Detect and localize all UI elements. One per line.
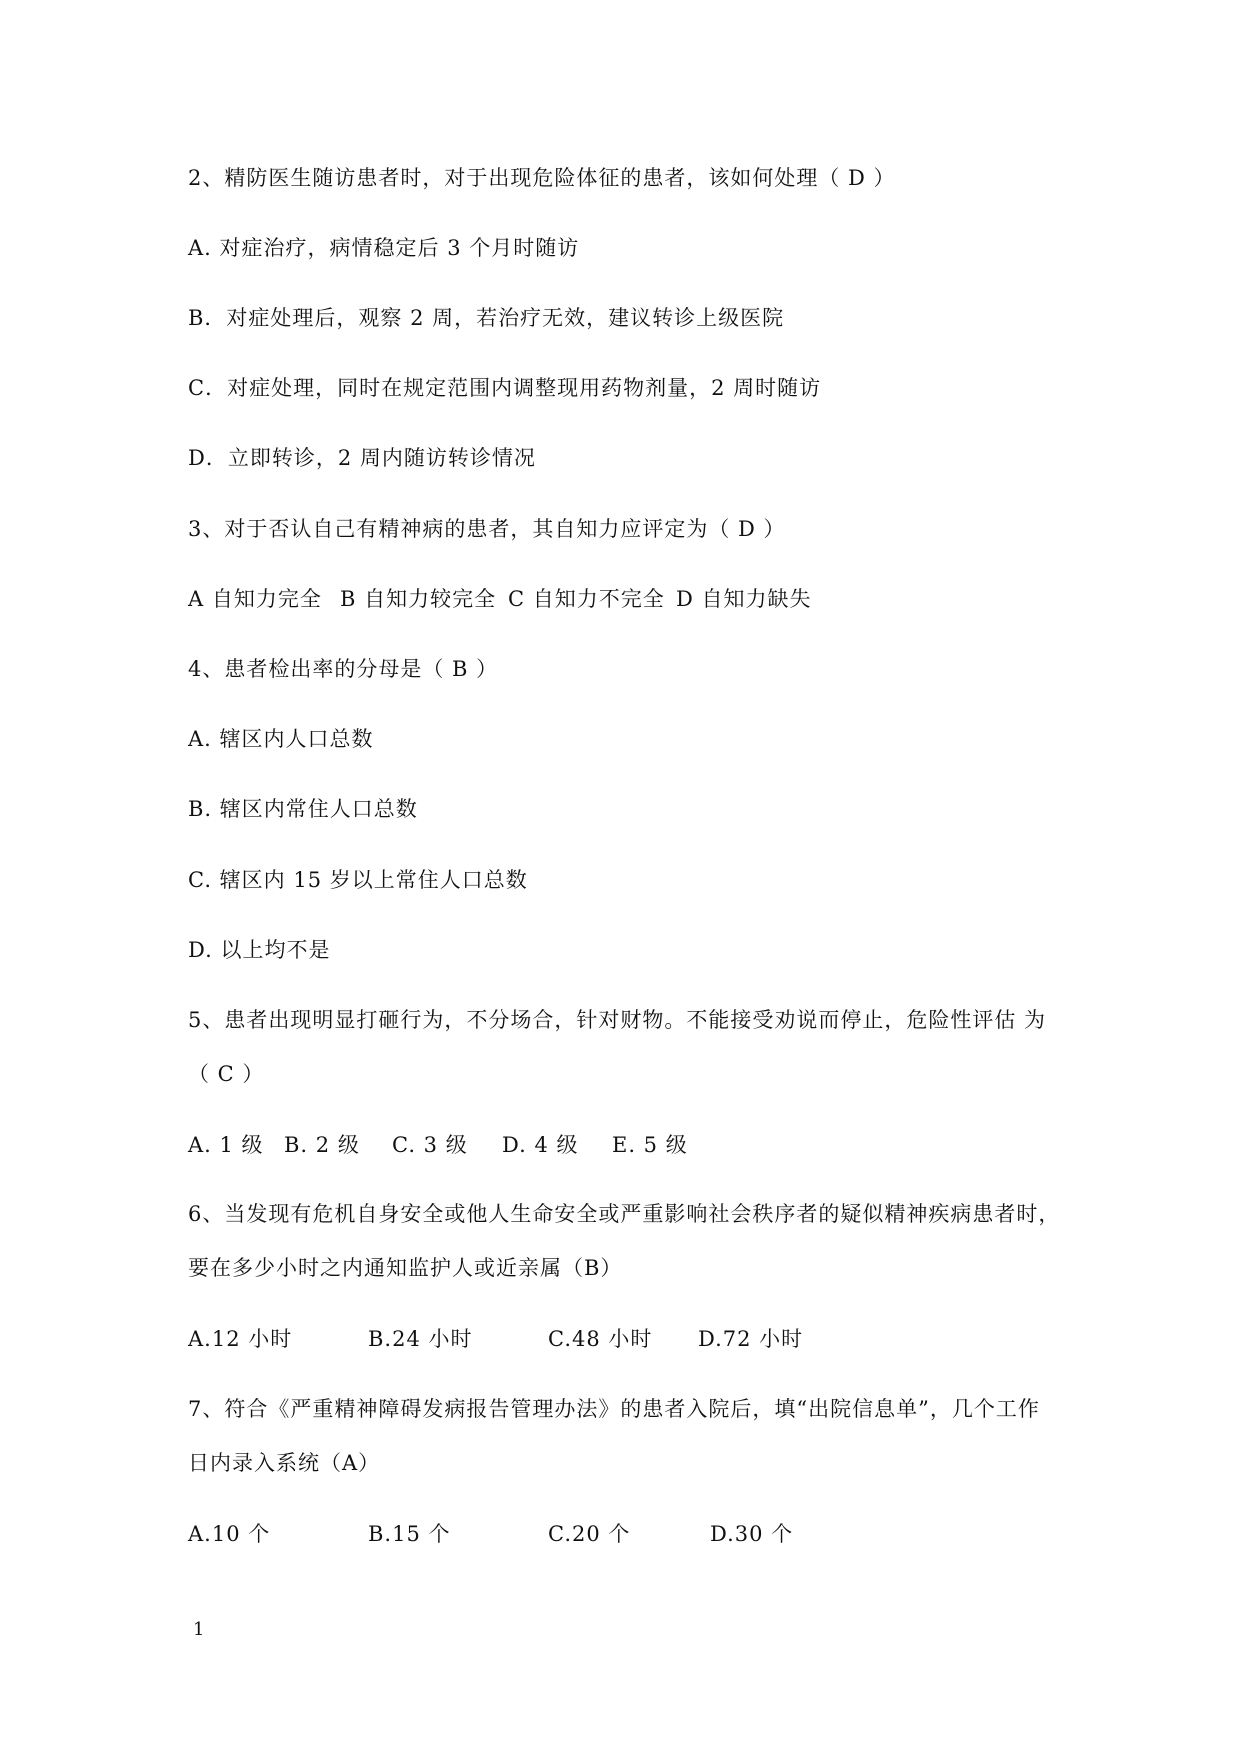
question-7-option-c: C.20 个	[548, 1522, 631, 1546]
question-3-option-d: D 自知力缺失	[676, 587, 812, 611]
page-number: 1	[193, 1619, 205, 1640]
question-5-option-d: D. 4 级	[502, 1133, 579, 1157]
question-3-option-a: A 自知力完全	[188, 587, 322, 611]
question-7-stem-line-2: 日内录入系统（A）	[188, 1451, 381, 1475]
question-2-option-c: C．对症处理，同时在规定范围内调整现用药物剂量，2 周时随访	[188, 376, 822, 400]
question-6-option-d: D.72 小时	[698, 1327, 804, 1351]
question-7-option-a: A.10 个	[188, 1522, 271, 1546]
question-4-option-c: C. 辖区内 15 岁以上常住人口总数	[188, 868, 528, 892]
question-6-option-a: A.12 小时	[188, 1327, 293, 1351]
question-5-option-e: E. 5 级	[612, 1133, 688, 1157]
question-4-option-a: A. 辖区内人口总数	[188, 727, 374, 751]
question-2-option-d: D．立即转诊，2 周内随访转诊情况	[188, 446, 536, 470]
question-7-option-b: B.15 个	[368, 1522, 451, 1546]
question-2-option-a: A. 对症治疗，病情稳定后 3 个月时随访	[188, 236, 580, 260]
question-6-stem-line-1: 6、当发现有危机自身安全或他人生命安全或严重影响社会秩序者的疑似精神疾病患者时，	[188, 1202, 1061, 1226]
question-2-stem: 2、精防医生随访患者时，对于出现危险体征的患者，该如何处理（ D ）	[188, 166, 896, 190]
question-3-option-c: C 自知力不完全	[508, 587, 665, 611]
question-5-option-c: C. 3 级	[392, 1133, 468, 1157]
question-5-stem-line-1: 5、患者出现明显打砸行为，不分场合，针对财物。不能接受劝说而停止，危险性评估 为	[188, 1008, 1047, 1032]
question-5-option-b: B. 2 级	[284, 1133, 360, 1157]
question-6-option-b: B.24 小时	[368, 1327, 473, 1351]
question-7-stem-line-1: 7、符合《严重精神障碍发病报告管理办法》的患者入院后，填“出院信息单”，几个工作	[188, 1397, 1040, 1421]
question-3-option-b: B 自知力较完全	[340, 587, 497, 611]
question-6-stem-line-2: 要在多少小时之内通知监护人或近亲属（B）	[188, 1256, 623, 1280]
question-7-option-d: D.30 个	[710, 1522, 794, 1546]
question-2-option-b: B．对症处理后，观察 2 周，若治疗无效，建议转诊上级医院	[188, 306, 785, 330]
question-5-options	[188, 1131, 1068, 1327]
question-5-stem-line-2: （ C ）	[188, 1062, 265, 1086]
question-4-option-d: D. 以上均不是	[188, 938, 331, 962]
question-4-option-b: B. 辖区内常住人口总数	[188, 797, 418, 821]
question-7-options	[188, 1520, 1068, 1688]
question-3-stem: 3、对于否认自己有精神病的患者，其自知力应评定为（ D ）	[188, 517, 786, 541]
question-6-option-c: C.48 小时	[548, 1327, 653, 1351]
question-4-stem: 4、患者检出率的分母是（ B ）	[188, 657, 499, 681]
question-5-option-a: A. 1 级	[188, 1133, 264, 1157]
